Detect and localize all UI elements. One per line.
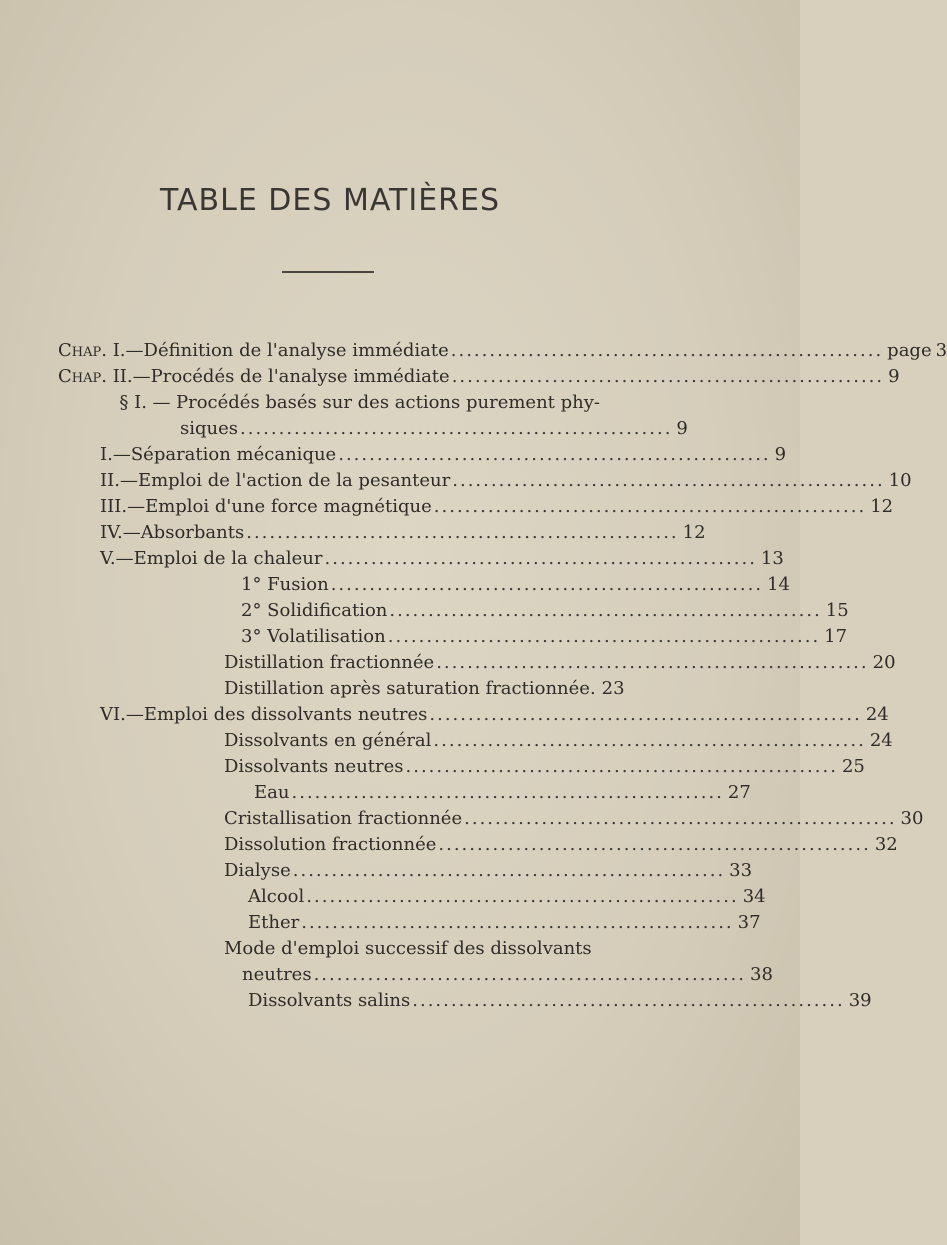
toc-entry	[224, 650, 896, 676]
leader-dots: ........................................................	[450, 340, 884, 361]
page-number: 30	[900, 808, 924, 829]
entry-title: Mode d'emploi successif des dissolvants	[224, 938, 592, 959]
chapter-label: Chap. II.	[58, 366, 133, 387]
toc-entry	[224, 806, 924, 832]
toc-entry	[224, 728, 893, 754]
page-number: 14	[767, 574, 791, 595]
page-number: 9	[676, 418, 688, 439]
toc-entry	[224, 832, 898, 858]
toc-entry	[100, 520, 706, 546]
leader-dots: ........................................................	[301, 912, 734, 933]
dash: —	[125, 704, 144, 725]
page-number: 3	[935, 340, 947, 361]
toc-entry	[100, 494, 894, 520]
page-number: 37	[737, 912, 761, 933]
entry-title: 2° Solidification	[241, 600, 388, 621]
toc-entry	[241, 624, 848, 650]
entry-title: Définition de l'analyse immédiate	[143, 340, 449, 361]
page-number: 13	[760, 548, 784, 569]
page-number: 12	[682, 522, 706, 543]
entry-title: Cristallisation fractionnée	[224, 808, 463, 829]
leader-dots: ........................................................	[452, 470, 885, 491]
toc-entry	[180, 416, 688, 442]
page-number: 34	[742, 886, 766, 907]
leader-dots: ........................................................	[464, 808, 897, 829]
title-rule	[282, 271, 374, 273]
dash: —	[152, 392, 171, 413]
page-number: 27	[727, 782, 751, 803]
toc-entry	[242, 962, 773, 988]
toc-entry	[58, 364, 900, 390]
toc-entry	[224, 754, 865, 780]
leader-dots: ........................................................	[338, 444, 771, 465]
dash: —	[112, 444, 131, 465]
entry-title: 1° Fusion	[241, 574, 329, 595]
leader-dots: ........................................................	[292, 860, 726, 881]
toc-entry	[248, 884, 766, 910]
toc-entry	[224, 936, 600, 962]
page-number: 24	[865, 704, 889, 725]
leader-dots: ........................................................	[324, 548, 757, 569]
leader-dots: ........................................................	[387, 626, 821, 647]
page-number: 23	[601, 678, 625, 699]
leader-dots: ........................................................	[389, 600, 822, 621]
entry-title: Dissolvants neutres	[224, 756, 404, 777]
entry-title: Procédés basés sur des actions purement phy-	[175, 392, 600, 413]
leader-dots: ........................................................	[240, 418, 673, 439]
chapter-label: Chap. I.	[58, 340, 126, 361]
page-number: 38	[750, 964, 773, 985]
page-number: 33	[729, 860, 753, 881]
entry-title: Dialyse	[224, 860, 291, 881]
leader-dots: ........................................................	[291, 782, 724, 803]
leader-dots: ........................................................	[438, 834, 871, 855]
entry-title: Séparation mécanique	[130, 444, 337, 465]
section-label: V.	[100, 548, 116, 569]
section-label: VI.	[100, 704, 126, 725]
page-number: 10	[888, 470, 912, 491]
entry-title: Emploi d'une force magnétique	[145, 496, 432, 517]
entry-title: Dissolution fractionnée	[224, 834, 437, 855]
section-label: III.	[100, 496, 128, 517]
page-number: 17	[824, 626, 848, 647]
entry-title: Emploi de l'action de la pesanteur	[137, 470, 451, 491]
page-number: 24	[869, 730, 893, 751]
entry-title: Alcool	[248, 886, 305, 907]
entry-title: Ether	[248, 912, 300, 933]
leader-dots: ........................................................	[433, 730, 866, 751]
entry-title: Distillation après saturation fractionnée.	[224, 678, 596, 699]
dash: —	[122, 522, 141, 543]
entry-title: Dissolvants salins	[248, 990, 411, 1011]
toc-entry	[58, 338, 947, 364]
leader-dots: ........................................................	[433, 496, 867, 517]
page-word: page	[887, 340, 932, 361]
toc-entry	[100, 468, 912, 494]
page-number: 9	[774, 444, 787, 465]
toc-entry	[241, 598, 849, 624]
entry-title: Emploi de la chaleur	[133, 548, 323, 569]
leader-dots: ........................................................	[246, 522, 679, 543]
page-number: 15	[825, 600, 849, 621]
page-title: TABLE DES MATIÈRES	[160, 183, 500, 218]
entry-title: Eau	[254, 782, 290, 803]
page-number: 32	[874, 834, 898, 855]
leader-dots: ........................................................	[451, 366, 885, 387]
toc-entry	[254, 780, 751, 806]
leader-dots: ........................................................	[306, 886, 739, 907]
entry-title: Distillation fractionnée	[224, 652, 435, 673]
section-label: IV.	[100, 522, 123, 543]
entry-title: Emploi des dissolvants neutres	[143, 704, 428, 725]
leader-dots: ........................................................	[412, 990, 845, 1011]
toc-entry	[248, 988, 872, 1014]
leader-dots: ........................................................	[429, 704, 862, 725]
entry-title: Absorbants	[140, 522, 245, 543]
toc-entry	[248, 910, 761, 936]
dash: —	[125, 340, 144, 361]
section-label: I.	[100, 444, 113, 465]
page-number: 39	[848, 990, 872, 1011]
entry-title: neutres	[242, 964, 312, 985]
toc-entry	[58, 390, 600, 416]
section-label: § I.	[119, 392, 147, 413]
leader-dots: ........................................................	[313, 964, 746, 985]
entry-title: 3° Volatilisation	[241, 626, 386, 647]
page-number: 25	[841, 756, 865, 777]
dash: —	[127, 496, 146, 517]
leader-dots: ........................................................	[436, 652, 869, 673]
leader-dots: ........................................................	[405, 756, 838, 777]
dash: —	[132, 366, 151, 387]
toc-entry	[224, 858, 753, 884]
toc-entry	[100, 546, 784, 572]
page-number: 9	[888, 366, 900, 387]
toc-entry	[241, 572, 791, 598]
toc-entry	[100, 442, 787, 468]
dash: —	[119, 470, 138, 491]
page-number: 12	[870, 496, 894, 517]
toc-entry	[224, 676, 625, 702]
dash: —	[115, 548, 134, 569]
entry-title: Procédés de l'analyse immédiate	[150, 366, 450, 387]
leader-dots: ........................................................	[330, 574, 764, 595]
entry-title: siques	[180, 418, 238, 439]
page-number: 20	[872, 652, 896, 673]
entry-title: Dissolvants en général	[224, 730, 432, 751]
section-label: II.	[100, 470, 120, 491]
toc-entry	[100, 702, 889, 728]
